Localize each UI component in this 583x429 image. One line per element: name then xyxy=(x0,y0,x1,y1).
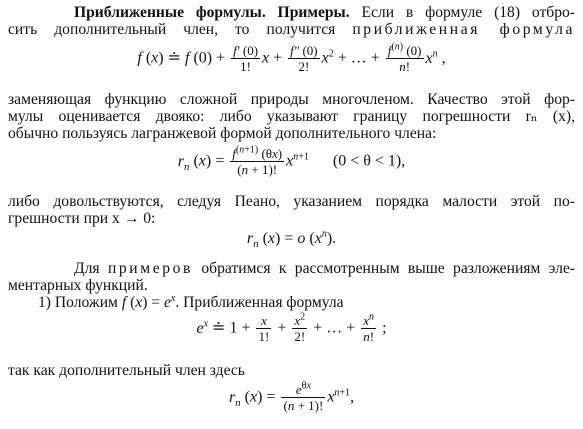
section-heading: Приближенные формулы. Примеры. xyxy=(74,4,350,21)
formula-exp: $e^x$ ≐ 1 + $\frac{x}{1!}$ + $\frac{x^2}{2!}$ + … + $\frac{x^n}{n!}$ ; xyxy=(196,311,387,344)
text-span: обычно пользуясь лагранжевой формой дополнительного члена: xyxy=(8,125,437,142)
paragraph-line xyxy=(8,277,575,294)
formula-exp-remainder: $r_n$ (x) = $\frac{e^{\theta x}}{(n + 1)!}$ $x^{n+1}$, xyxy=(228,380,355,413)
paragraph-line xyxy=(8,125,575,142)
text-span: либо довольствуются, следуя Пеано, указанием порядка малости этой по- xyxy=(8,193,575,210)
paragraph-line xyxy=(8,210,575,227)
text-span: заменяющая функцию сложной природы многочленом. Качество этой фор- xyxy=(8,91,575,108)
text-span: обратимся к рассмотренным выше разложениям эле- xyxy=(201,260,575,277)
text-span: Для xyxy=(74,260,100,277)
formula-peano: $r_n$ (x) = o $(x^n)$. xyxy=(246,228,337,251)
paragraph-line xyxy=(74,260,575,277)
formula-lagrange: $r_n$ (x) = $\frac{f^{(n+1)} (\theta x)}{(n + 1)!}$ $x^{n+1}$ (0 < θ < 1), xyxy=(177,144,406,177)
text-span: грешности при x → 0: xyxy=(8,210,156,227)
paragraph-line xyxy=(8,193,575,210)
text-span: Если в формуле (18) отбро- xyxy=(361,4,576,21)
text-span: сить дополнительный член, то получится xyxy=(8,21,336,38)
paragraph-line xyxy=(8,21,575,38)
text-span: ментарных функций. xyxy=(8,277,148,294)
paragraph-line xyxy=(8,91,575,108)
text-span: мулы оценивается двояко: либо указывают границу погрешности rₙ (x), xyxy=(8,108,575,125)
paragraph-line xyxy=(8,362,575,379)
formula-taylor: f (x) ≐ f (0) + $\frac{f' (0)}{1!}$ x + $\frac{f'' (0)}{2!}$ $x^2$ + … + $\frac{f^{(n)} (0)}{n!}$ $x^n$ , xyxy=(137,41,446,74)
spaced-text: примеров xyxy=(107,260,193,277)
paragraph-line xyxy=(8,108,575,125)
text-span: так как дополнительный член здесь xyxy=(8,362,245,379)
paragraph-line: 1) Положим f $(x) = e^x$. Приближенная формула xyxy=(38,292,344,311)
spaced-text: приближенная формула xyxy=(352,21,575,38)
paragraph-line xyxy=(74,4,575,21)
